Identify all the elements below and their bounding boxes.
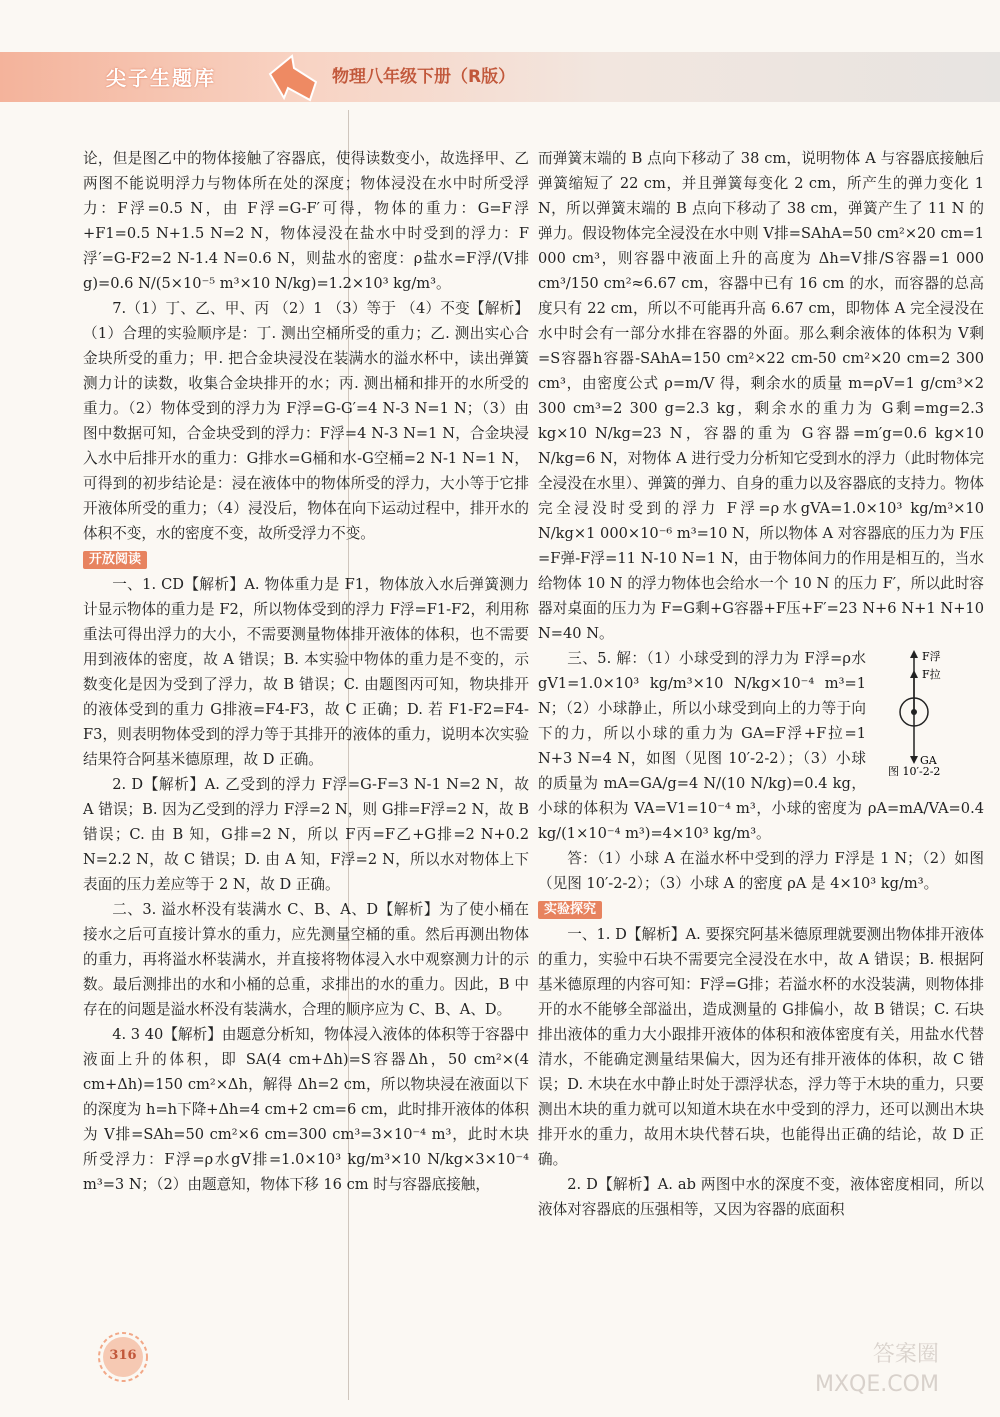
paragraph: 一、1. CD【解析】A. 物体重力是 F1，物体放入水后弹簧测力计显示物体的重力是 F2，所以物体受到的浮力 F浮=F1-F2，利用称重法可得出浮力的大小，不需要测量物体排开液体的体积，也不需要用到液体的密度，故 A 错误；B. 本实验中物体的重力是不变的，示数变化是因为受到了浮力，故 B 错误；C. 由题图丙可知，物块排开的液体受到的重力 G排液=F4-F3，故 C 正确；D. 若 F1-F2=F4-F3，则表明物体受到的浮力等于其排开的液体的重力，说明本次实验结果符合阿基米德原理，故 D 正确。 — [83, 576, 529, 768]
watermark-line1: 答案圈 — [872, 1342, 939, 1367]
answer-paragraph: 答：（1）小球 A 在溢水杯中受到的浮力 F浮是 1 N；（2）如图（见图 10′-2-2）；（3）小球 A 的密度 ρA 是 4×10³ kg/m³。 — [538, 850, 984, 892]
paragraph: 4. 3 40【解析】由题意分析知，物体浸入液体的体积等于容器中液面上升的体积，即 SA(4 cm+Δh)=S容器Δh，50 cm²×(4 cm+Δh)=150 cm²×Δh，解得 Δh=2 cm，所以物块浸在液面以下的深度为 h=h下降+Δh=4 cm+2 cm=6 cm，此时排开液体的体积为 V排=SAh=50 cm²×6 cm=300 cm³=3×10⁻⁴ m³，此时木块所受浮力：F浮=ρ水gV排=1.0×10³ kg/m³×10 N/kg×3×10⁻⁴ m³=3 N；（2）由题意知，物体下移 16 cm 时与容器底接触， — [83, 1026, 529, 1193]
gravity-label: GA — [920, 754, 937, 767]
arrow-logo-icon — [262, 52, 322, 107]
watermark-line2: MXQE.COM — [815, 1372, 939, 1397]
page-number — [96, 1330, 150, 1384]
paragraph: 三、5. 解：（1）小球受到的浮力为 F浮=ρ水gV1=1.0×10³ kg/m³×10 N/kg×10⁻⁴ m³=1 N；（2）小球静止，所以小球受到向上的力等于向下的力，所以小球的重力为 GA=F浮+F拉=1 N+3 N=4 N，如图（见图 10′-2-2）；（3）小球的质量为 mA=GA/g=4 N/(10 N/kg)=0.4 kg，小球的体积为 VA=V1=10⁻⁴ m³，小球的密度为 ρA=mA/VA=0.4 kg/(1×10⁻⁴ m³)=4×10³ kg/m³。 — [538, 650, 984, 842]
right-column — [538, 146, 984, 1222]
section-tag: 实验探究 — [538, 901, 602, 919]
section-tag: 开放阅读 — [83, 551, 147, 569]
paragraph: 2. D【解析】A. ab 两图中水的深度不变，液体密度相同，所以液体对容器底的压强相等，又因为容器的底面积 — [538, 1176, 984, 1218]
paragraph: 7.（1）丁、乙、甲、丙 （2）1 （3）等于 （4）不变【解析】（1）合理的实验顺序是：丁. 测出空桶所受的重力；乙. 测出实心合金块所受的重力；甲. 把合金块浸没在装满水的溢水杯中，读出弹簧测力计的读数，收集合金块排开的水；丙. 测出桶和排开的水所受的重力。（2）物体受到的浮力为 F浮=G-G′=4 N-3 N=1 N；（3）由图中数据可知，合金块受到的浮力：F浮=4 N-3 N=1 N，合金块浸入水中后排开水的重力：G排水=G桶和水-G空桶=2 N-1 N=1 N，可得到的初步结论是：浸在液体中的物体所受的浮力，大小等于它排开液体所受的重力；（4）浸没后，物体在向下运动过程中，排开水的体积不变，水的密度不变，故所受浮力不变。 — [83, 300, 529, 542]
watermark — [815, 1340, 939, 1400]
paragraph: 2. D【解析】A. 乙受到的浮力 F浮=G-F=3 N-1 N=2 N，故 A 错误；B. 因为乙受到的浮力 F浮=2 N，则 G排=F浮=2 N，故 B 错误；C. 由 B 知，G排=2 N，所以 F丙=F乙+G排=2 N+0.2 N=2.2 N，故 C 错误；D. 由 A 知，F浮=2 N，所以水对物体上下表面的压力差应等于 2 N，故 D 正确。 — [83, 776, 529, 893]
paragraph: 二、3. 溢水杯没有装满水 C、B、A、D【解析】为了使小桶在接水之后可直接计算水的重力，应先测量空桶的重。然后再测出物体的重力，再将溢水杯装满水，并直接将物体浸入水中观察测力计的示数。最后测排出的水和小桶的总重，求排出的水的重力。因此，B 中存在的问题是溢水杯没有装满水，合理的顺序应为 C、B、A、D。 — [83, 901, 529, 1018]
figure-caption: 图 10′-2-2 — [888, 765, 941, 776]
paragraph: 而弹簧末端的 B 点向下移动了 38 cm，说明物体 A 与容器底接触后弹簧缩短了 22 cm，并且弹簧每变化 2 cm，所产生的弹力变化 1 N，所以弹簧末端的 B 点向下移动了 38 cm，弹簧产生了 11 N 的弹力。假设物体完全浸没在水中则 V排=SAhA=50 cm²×20 cm=1 000 cm³，则容器中液面上升的高度为 Δh=V排/S容器=1 000 cm³/150 cm²≈6.67 cm，容器中已有 16 cm 的水，而容器的总高度只有 22 cm，所以不可能再升高 6.67 cm，即物体 A 完全浸没在水中时会有一部分水排在容器的外面。那么剩余液体的体积为 V剩=S容器h容器-SAhA=150 cm²×22 cm-50 cm²×20 cm=2 300 cm³，由密度公式 ρ=m/V 得，剩余水的质量 m=ρV=1 g/cm³×2 300 cm³=2 300 g=2.3 kg，剩余水的重力为 G剩=mg=2.3 kg×10 N/kg=23 N，容器的重为 G容器=m′g=0.6 kg×10 N/kg=6 N，对物体 A 进行受力分析知它受到水的浮力（此时物体完全浸没在水里）、弹簧的弹力、自身的重力以及容器底的支持力。物体完全浸没时受到的浮力 F浮=ρ水gVA=1.0×10³ kg/m³×10 N/kg×1 000×10⁻⁶ m³=10 N，所以物体 A 对容器底的压力为 F压=F弹-F浮=11 N-10 N=1 N，由于物体间力的作用是相互的，当水给物体 10 N 的浮力物体也会给水一个 10 N 的压力 F′，所以此时容器对桌面的压力为 F=G剩+G容器+F压+F′=23 N+6 N+1 N+10 N=40 N。 — [538, 150, 984, 642]
pull-force-label: F拉 — [922, 668, 941, 681]
force-diagram — [874, 648, 984, 776]
paragraph: 一、1. D【解析】A. 要探究阿基米德原理就要测出物体排开液体的重力，实验中石块不需要完全浸没在水中，故 A 错误；B. 根据阿基米德原理的内容可知：F浮=G排；若溢水杯的水没装满，则物体排开的水不能够全部溢出，造成测量的 G排偏小，故 B 错误；C. 石块排出液体的重力大小跟排开液体的体积和液体密度有关，用盐水代替清水，不能确定测量结果偏大，因为还有排开液体的体积，故 C 错误；D. 木块在水中静止时处于漂浮状态，浮力等于木块的重力，只要测出木块的重力就可以知道木块在水中受到的浮力，还可以测出木块排开水的重力，故用木块代替石块，也能得出正确的结论，故 D 正确。 — [538, 926, 984, 1168]
paragraph: 论，但是图乙中的物体接触了容器底，使得读数变小，故选择甲、乙两图不能说明浮力与物体所在处的深度；物体浸没在水中时所受浮力：F浮=0.5 N，由 F浮=G-F′可得，物体的重力：G=F浮+F1=0.5 N+1.5 N=2 N，物体浸没在盐水中时受到的浮力：F浮′=G-F2=2 N-1.4 N=0.6 N，则盐水的密度：ρ盐水=F浮/(V排g)=0.6 N/(5×10⁻⁵ m³×10 N/kg)=1.2×10³ kg/m³。 — [83, 150, 529, 292]
left-column — [83, 146, 529, 1197]
float-force-label: F浮 — [922, 650, 941, 663]
page-number-text: 316 — [109, 1348, 137, 1363]
brand-title: 尖子生题库 — [106, 66, 216, 90]
book-title: 物理八年级下册（R版） — [332, 67, 516, 87]
